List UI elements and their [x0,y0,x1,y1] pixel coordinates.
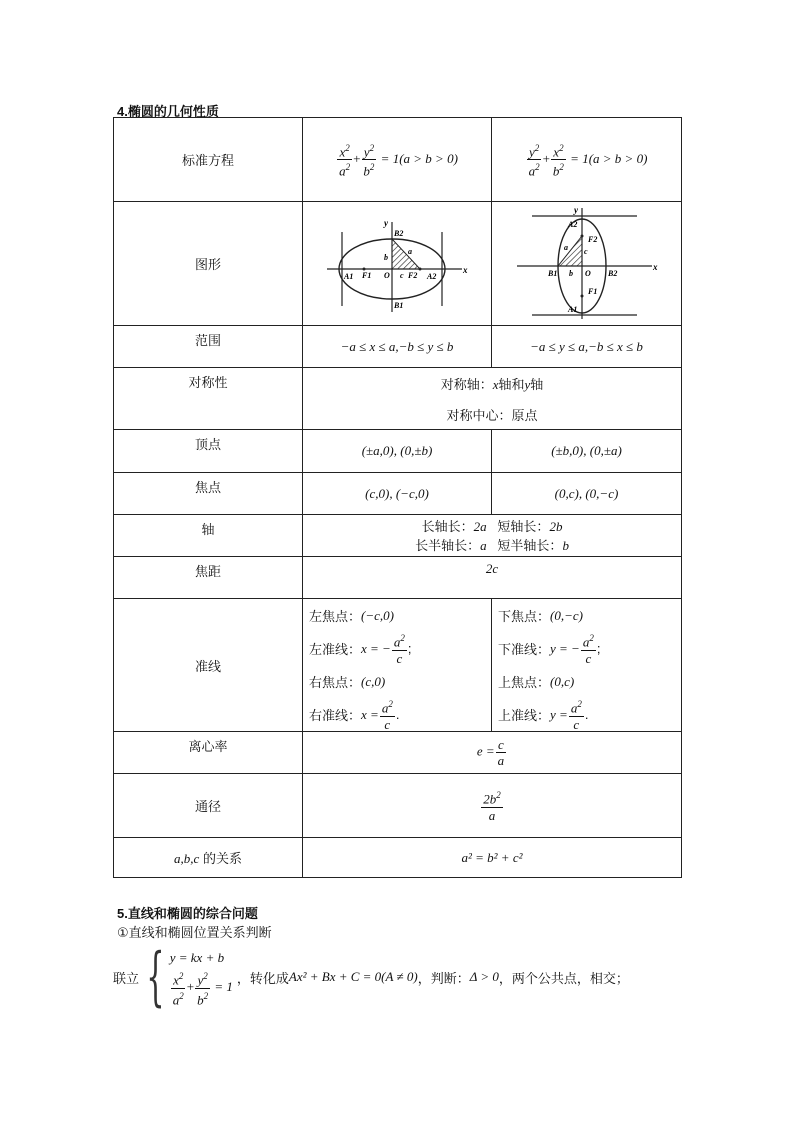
brace-symbol: { [146,940,165,1014]
directrix-horizontal: 左焦点： (−c,0) 左准线： x = − $\frac{a^2}{c}$ ; 右焦点： (c,0) 右准线： x = $\frac{a^2}{c}$ . [303,599,492,732]
row-latus-rectum [114,774,682,838]
vertical-ellipse-figure [512,206,662,321]
svg-text:a: a [408,246,412,256]
eq-vertical-rhs: = 1(a > b > 0) [570,150,648,166]
axes-value: 长轴长：2a 短轴长：2b 长半轴长：a 短半轴长：b [303,515,682,557]
simultaneous-equations [113,940,629,1014]
svg-text:O: O [384,270,390,280]
focus-vertical: (0,c), (0,−c) [492,473,682,515]
focal-distance-value: 2c [303,557,682,599]
row-directrix [114,599,682,732]
eccentricity-value: e = $\frac{c}{a}$ [303,732,682,774]
section4-title: 4.椭圆的几何性质 [117,104,219,119]
svg-text:y: y [384,217,388,228]
eq-vertical: $\frac{y^2}{a^2}$ + $\frac{x^2}{b^2}$ = 1(a > b > 0) [492,118,682,202]
symmetry-value: 对称轴：x轴和y轴 对称中心：原点 [303,368,682,430]
row-vertex [114,430,682,473]
svg-text:b: b [568,269,573,278]
svg-text:B1: B1 [547,269,557,278]
row-relation [114,838,682,878]
label-focus: 焦点 [114,473,303,515]
convert-text: ，转化成 [236,970,289,986]
quadratic-equation: Ax² + Bx + C = 0(A ≠ 0) [288,969,418,984]
relation-value: a² = b² + c² [303,838,682,878]
label-focal-distance: 焦距 [114,557,303,599]
eq-horizontal-rhs: = 1(a > b > 0) [380,150,458,166]
row-axes [114,515,682,557]
svg-text:F1: F1 [362,270,372,280]
svg-text:F2: F2 [408,270,418,280]
svg-text:A1: A1 [567,305,577,314]
svg-text:x: x [463,264,468,275]
row-symmetry [114,368,682,430]
range-horizontal: −a ≤ x ≤ a,−b ≤ y ≤ b [303,326,492,368]
figure-horizontal-cell [303,202,492,326]
svg-text:c: c [583,247,588,256]
section5-title: 5.直线和椭圆的综合问题 [117,906,258,921]
directrix-vertical: 下焦点： (0,−c) 下准线： y = − $\frac{a^2}{c}$ ; 上焦点： (0,c) 上准线： y = $\frac{a^2}{c}$ . [492,599,682,732]
svg-text:y: y [573,206,578,215]
svg-text:A2: A2 [567,220,577,229]
horizontal-ellipse-figure [322,214,472,314]
section5-subtitle: ①直线和椭圆位置关系判断 [117,925,272,940]
svg-text:c: c [400,270,404,280]
svg-text:B1: B1 [394,300,404,310]
ellipse-equation: $\frac{x^2}{a^2}$ + $\frac{y^2}{b^2}$ = 1 [172,971,233,1007]
row-standard-equation [114,118,682,202]
label-axes: 轴 [114,515,303,557]
svg-text:F2: F2 [587,235,597,244]
row-figure [114,202,682,326]
row-range [114,326,682,368]
ellipse-properties-table [113,117,682,878]
eq-horizontal: $\frac{x^2}{a^2}$ + $\frac{y^2}{b^2}$ = 1(a > b > 0) [303,118,492,202]
label-range: 范围 [114,326,303,368]
row-focal-distance [114,557,682,599]
judge-text: ，判断： [417,970,470,986]
label-symmetry: 对称性 [114,368,303,430]
label-relation: a,b,c 的关系 [114,838,303,878]
row-eccentricity [114,732,682,774]
range-vertical: −a ≤ y ≤ a,−b ≤ x ≤ b [492,326,682,368]
label-directrix: 准线 [114,599,303,732]
vertex-vertical: (±b,0), (0,±a) [492,430,682,473]
svg-text:B2: B2 [394,228,404,238]
latus-rectum-value: $\frac{2b^2}{a}$ [303,774,682,838]
label-eccentricity: 离心率 [114,732,303,774]
svg-text:a: a [563,243,568,252]
svg-text:x: x [652,262,657,272]
line-equation: y = kx + b [169,950,225,966]
svg-text:A2: A2 [427,271,437,281]
label-figure: 图形 [114,202,303,326]
label-latus-rectum: 通径 [114,774,303,838]
figure-vertical-cell [492,202,682,326]
lead-text: 联立 [113,970,140,986]
row-focus [114,473,682,515]
svg-text:B2: B2 [607,269,617,278]
result-text: ，两个公共点，相交； [498,970,629,986]
vertex-horizontal: (±a,0), (0,±b) [303,430,492,473]
svg-text:A1: A1 [344,271,354,281]
label-vertex: 顶点 [114,430,303,473]
label-standard-equation: 标准方程 [114,118,303,202]
discriminant-condition: Δ > 0 [469,969,499,984]
svg-text:O: O [584,269,591,278]
svg-text:F1: F1 [587,287,597,296]
focus-horizontal: (c,0), (−c,0) [303,473,492,515]
svg-text:b: b [384,252,388,262]
